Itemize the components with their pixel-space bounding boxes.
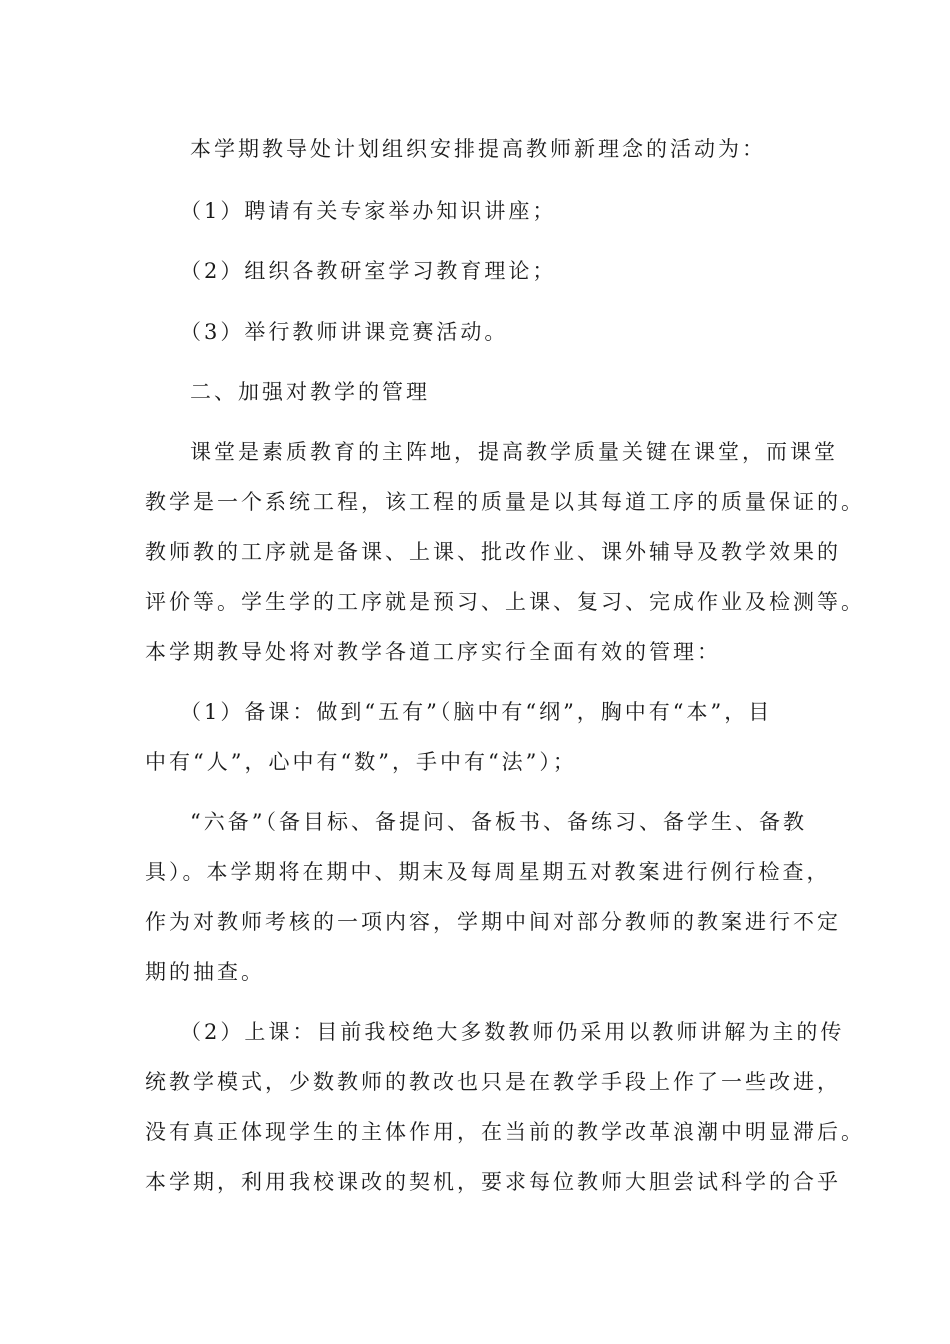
text-line: 本学期，利用我校课改的契机，要求每位教师大胆尝试科学的合乎 <box>145 1170 841 1194</box>
text-line: （1）聘请有关专家举办知识讲座； <box>180 199 557 223</box>
text-line: 教学是一个系统工程，该工程的质量是以其每道工序的质量保证的。 <box>145 490 865 514</box>
text-line: 评价等。学生学的工序就是预习、上课、复习、完成作业及检测等。 <box>145 590 865 614</box>
text-line: 本学期教导处计划组织安排提高教师新理念的活动为： <box>190 137 766 161</box>
text-line: “六备”（备目标、备提问、备板书、备练习、备学生、备教 <box>190 810 807 834</box>
text-line: （3）举行教师讲课竞赛活动。 <box>180 320 509 344</box>
section-heading: 二、加强对教学的管理 <box>190 380 430 404</box>
text-line: 统教学模式，少数教师的教改也只是在教学手段上作了一些改进， <box>145 1070 841 1094</box>
text-line: （2）组织各教研室学习教育理论； <box>180 259 557 283</box>
text-line: 中有“人”，心中有“数”，手中有“法”）； <box>145 750 577 774</box>
text-line: （2）上课：目前我校绝大多数教师仍采用以教师讲解为主的传 <box>180 1020 845 1044</box>
text-line: 具）。本学期将在期中、期末及每周星期五对教案进行例行检查， <box>145 860 831 884</box>
text-line: 本学期教导处将对教学各道工序实行全面有效的管理： <box>145 640 721 664</box>
text-line: 教师教的工序就是备课、上课、批改作业、课外辅导及教学效果的 <box>145 540 841 564</box>
text-line: （1）备课：做到“五有”（脑中有“纲”，胸中有“本”，目 <box>180 700 773 724</box>
text-line: 期的抽查。 <box>145 960 265 984</box>
text-line: 课堂是素质教育的主阵地，提高教学质量关键在课堂，而课堂 <box>190 440 838 464</box>
text-line: 没有真正体现学生的主体作用，在当前的教学改革浪潮中明显滞后。 <box>145 1120 865 1144</box>
text-line: 作为对教师考核的一项内容，学期中间对部分教师的教案进行不定 <box>145 910 841 934</box>
